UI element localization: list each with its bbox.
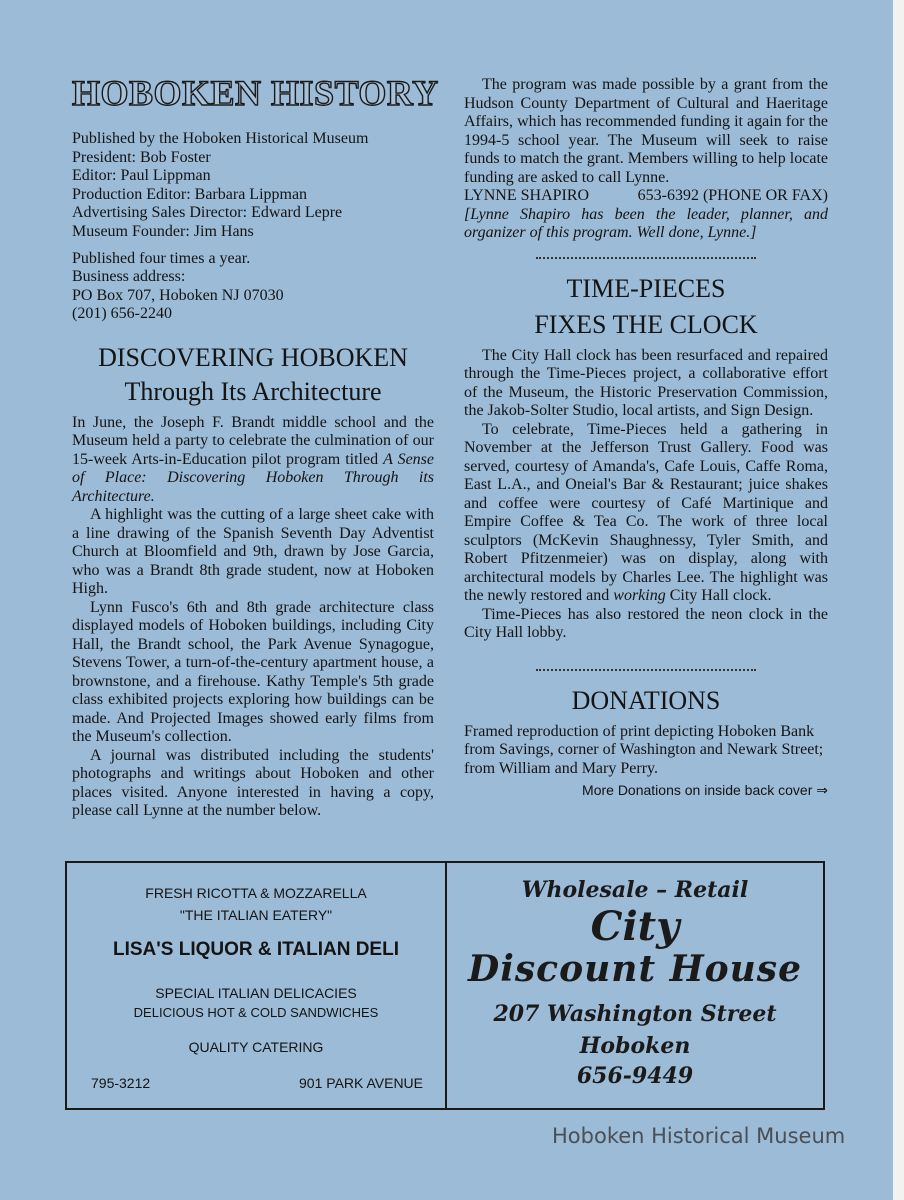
discount-house-advertisement <box>447 863 823 1108</box>
discount-line-2: City <box>590 903 680 950</box>
grant-note: [Lynne Shapiro has been the leader, planner, and organizer of this program. Well done, Lynne.] <box>464 205 828 241</box>
advertisement-box <box>65 861 825 1110</box>
deli-phone: 795-3212 <box>91 1075 151 1091</box>
credit-line: President: Bob Foster <box>72 148 211 166</box>
masthead-credits <box>72 130 434 242</box>
contact-phone: 653-6392 (PHONE OR FAX) <box>637 187 828 204</box>
discovering-heading-line2: Through Its Architecture <box>124 376 382 406</box>
left-column <box>72 72 439 821</box>
discount-line-5: Hoboken <box>579 1033 691 1059</box>
timepieces-p2-end: City Hall clock. <box>665 587 772 604</box>
publishing-info <box>72 250 434 324</box>
more-donations-link: More Donations on inside back cover ⇒ <box>582 782 828 798</box>
credit-line: Editor: Paul Lippman <box>72 167 211 185</box>
contact-line <box>464 187 828 206</box>
deli-advertisement <box>67 863 447 1108</box>
discovering-p1-text: In June, the Joseph F. Brandt middle school and the Museum held a party to celebrate the culmination of our 15-week Arts-in-Education pilot program titled <box>72 413 434 468</box>
deli-line-1: FRESH RICOTTA & MOZZARELLA <box>145 885 367 901</box>
timepieces-heading-line1: TIME-PIECES <box>566 273 726 303</box>
section-divider <box>536 257 756 259</box>
timepieces-paragraph-2 <box>464 421 828 606</box>
credit-line: Museum Founder: Jim Hans <box>72 222 254 240</box>
discovering-heading-line1: DISCOVERING HOBOKEN <box>98 342 408 372</box>
discovering-paragraph-2: A highlight was the cutting of a large sheet cake with a line drawing of the Spanish Seventh Day Adventist Church at Bloomfield and 9th, drawn by Jose Garcia, who was a Brandt 8th grade student, now at Hoboken High. <box>72 506 434 598</box>
watermark: Hoboken Historical Museum <box>552 1124 846 1148</box>
deli-line-5: QUALITY CATERING <box>188 1039 324 1055</box>
credit-line: Published by the Hoboken Historical Museum <box>72 130 369 147</box>
discount-line-6: 656-9449 <box>576 1063 694 1089</box>
credit-line: Production Editor: Barbara Lippman <box>72 185 308 203</box>
donations-paragraph: Framed reproduction of print depicting Hoboken Bank from Savings, corner of Washington and Newark Street; from William and Mary Perry. <box>464 722 824 777</box>
deli-address: 901 PARK AVENUE <box>299 1075 423 1091</box>
publishing-line: (201) 656-2240 <box>72 305 172 323</box>
credit-line: Advertising Sales Director: Edward Lepre <box>72 204 343 222</box>
timepieces-paragraph-3: Time-Pieces has also restored the neon clock in the City Hall lobby. <box>464 605 828 641</box>
deli-line-2: "THE ITALIAN EATERY" <box>179 907 333 923</box>
program-title: A Sense of Place: Discovering Hoboken Through its Architecture. <box>72 450 434 505</box>
timepieces-p2-italic: working <box>613 587 666 604</box>
timepieces-p2-text: To celebrate, Time-Pieces held a gathering in November at the Jefferson Trust Gallery. Food was served, courtesy of Amanda's, Cafe Louis, Caffe Roma, East L.A., and Oneial's Bar & Restaurant; juice shakes and coffee were courtesy of Café Martinique and Empire Coffee & Tea Co. The work of three local sculptors (McKevin Shaughnessy, Tyler Smith, and Robert Pfitzenmeier) was on display, along with architectural models by Charles Lee. The highlight was the newly restored and <box>464 420 828 604</box>
section-divider <box>536 669 756 671</box>
publishing-line: PO Box 707, Hoboken NJ 07030 <box>72 286 284 304</box>
discovering-paragraph-1 <box>72 414 434 507</box>
grant-paragraph: The program was made possible by a grant from the Hudson County Department of Cultural and Haeritage Affairs, which has recommended funding it again for the 1994-5 school year. The Museum will seek to raise funds to match the grant. Members willing to help locate funding are asked to call Lynne. <box>464 76 828 186</box>
donations-heading: DONATIONS <box>571 685 721 715</box>
masthead-title: HOBOKEN HISTORY <box>72 73 439 113</box>
deli-line-4: DELICIOUS HOT & COLD SANDWICHES <box>133 1005 379 1020</box>
deli-line-3: SPECIAL ITALIAN DELICACIES <box>155 985 357 1001</box>
discovering-paragraph-3: Lynn Fusco's 6th and 8th grade architecture class displayed models of Hoboken buildings, including City Hall, the Brandt school, the Park Avenue Synagogue, Stevens Tower, a turn-of-the-century apartment house, a brownstone, and a firehouse. Kathy Temple's 5th grade class exhibited projects exploring how buildings can be made. And Projected Images showed early films from the Museum's collection. <box>72 598 434 746</box>
discount-line-4: 207 Washington Street <box>493 1001 777 1027</box>
page-edge <box>893 0 904 1200</box>
discount-line-1: Wholesale – Retail <box>521 877 749 903</box>
contact-name: LYNNE SHAPIRO <box>464 187 590 204</box>
deli-name: LISA'S LIQUOR & ITALIAN DELI <box>113 939 399 960</box>
publishing-line: Published four times a year. <box>72 249 251 267</box>
right-column <box>464 76 828 799</box>
discovering-paragraph-4: A journal was distributed including the students' photographs and writings about Hoboken and other places visited. Anyone interested in having a copy, please call Lynne at the number below. <box>72 746 434 820</box>
discount-line-3: Discount House <box>468 948 802 990</box>
timepieces-heading-line2: FIXES THE CLOCK <box>534 309 758 339</box>
timepieces-paragraph-1: The City Hall clock has been resurfaced and repaired through the Time-Pieces project, a collaborative effort of the Museum, the Historic Preservation Commission, the Jakob-Solter Studio, local artists, and Sign Design. <box>464 346 828 419</box>
publishing-line: Business address: <box>72 268 186 286</box>
